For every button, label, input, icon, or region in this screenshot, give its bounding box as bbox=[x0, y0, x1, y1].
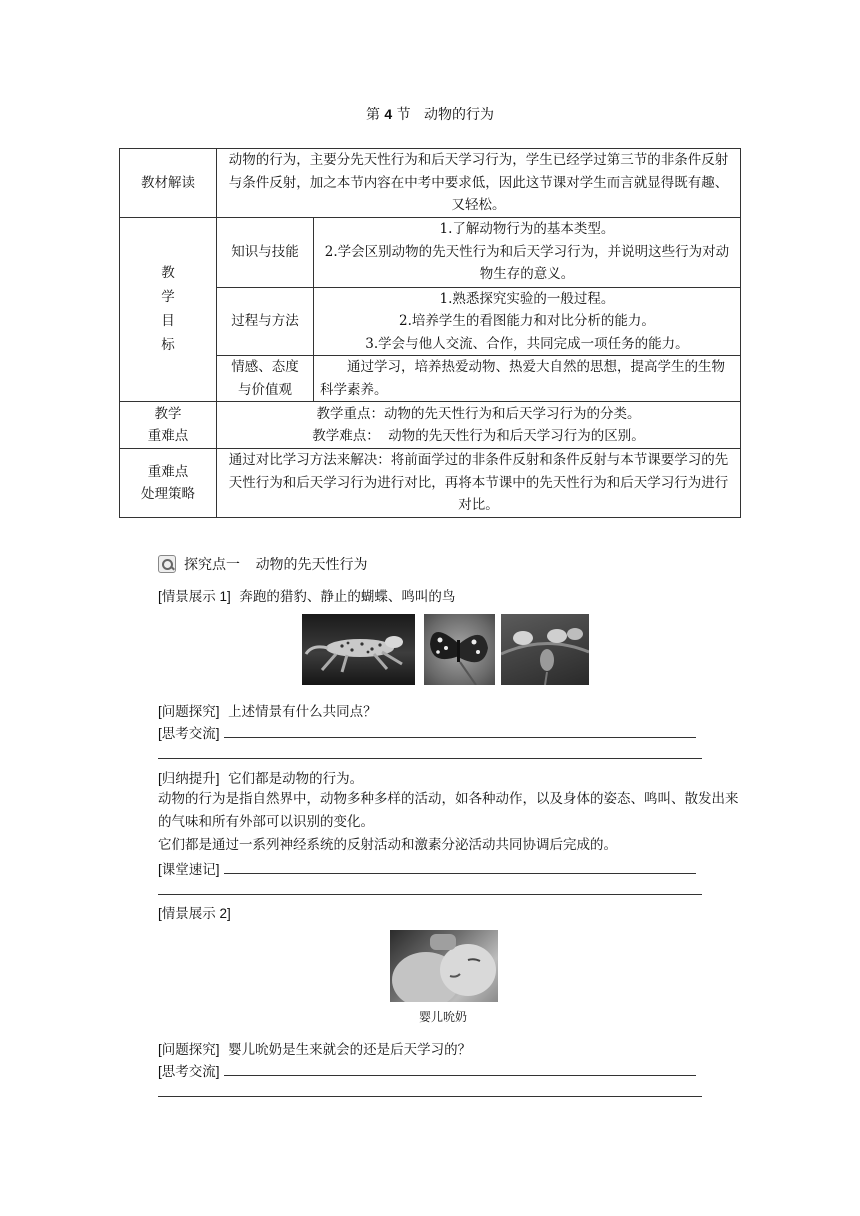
goal-label-attitude: 情感、态度 与价值观 bbox=[217, 356, 314, 402]
row-label-strategy: 重难点 处理策略 bbox=[120, 449, 217, 518]
answer-blank[interactable] bbox=[224, 725, 696, 738]
answer-blank-3[interactable] bbox=[224, 1063, 696, 1076]
scene2-line: [情景展示 2] bbox=[158, 906, 231, 921]
goal-label-process: 过程与方法 bbox=[217, 287, 314, 356]
q2-line: [问题探究] 婴儿吮奶是生来就会的还是后天学习的？ bbox=[158, 1042, 472, 1058]
notes-blank[interactable] bbox=[224, 861, 696, 874]
magnifier-icon bbox=[158, 555, 176, 573]
page-title: 第 4 节 动物的行为 bbox=[365, 106, 495, 123]
summary-line: [归纳提升] 它们都是动物的行为。 bbox=[158, 771, 364, 787]
mechanism-paragraph: 它们都是通过一系列神经系统的反射活动和激素分泌活动共同协调后完成的。 bbox=[158, 837, 617, 853]
butterfly-image bbox=[424, 614, 495, 685]
row-label-goals: 教 学 目 标 bbox=[120, 217, 217, 402]
think1-line: [思考交流] bbox=[158, 722, 696, 742]
baby-nursing-image bbox=[390, 930, 498, 1002]
cheetah-image bbox=[302, 614, 415, 685]
strategy: 通过对比学习方法来解决：将前面学过的非条件反射和条件反射与本节课要学习的先天性行为和后天学习行为进行对比，再将本节课中的先天性行为和后天学习行为进行对比。 bbox=[217, 449, 741, 518]
goal-label-knowledge: 知识与技能 bbox=[217, 217, 314, 287]
row-label-textbook: 教材解读 bbox=[120, 149, 217, 218]
q1-line: [问题探究] 上述情景有什么共同点？ bbox=[158, 704, 377, 720]
definition-paragraph: 动物的行为是指自然界中，动物多种多样的活动，如各种动作，以及身体的姿态、鸣叫、散发出来的气味和所有外部可以识别的变化。 bbox=[158, 791, 739, 830]
think2-line: [思考交流] bbox=[158, 1060, 696, 1080]
notes-blank-2[interactable] bbox=[158, 894, 702, 895]
textbook-analysis: 动物的行为，主要分先天性行为和后天学习行为，学生已经学过第三节的非条件反射与条件反射，加之本节内容在中考中要求低，因此这节课对学生而言就显得既有趣、又轻松。 bbox=[217, 149, 741, 218]
baby-caption: 婴儿吮奶 bbox=[419, 1010, 468, 1024]
answer-blank-2[interactable] bbox=[158, 758, 702, 759]
goal-knowledge: 1.了解动物行为的基本类型。 2.学会区别动物的先天性行为和后天学习行为，并说明这些行为对动物生存的意义。 bbox=[314, 217, 741, 287]
section-heading: 探究点一 动物的先天性行为 bbox=[158, 554, 368, 574]
key-points: 教学重点：动物的先天性行为和后天学习行为的分类。 教学难点： 动物的先天性行为和后天学习行为的区别。 bbox=[217, 402, 741, 449]
lesson-plan-table bbox=[119, 148, 741, 518]
birds-image bbox=[501, 614, 589, 685]
notes-line: [课堂速记] bbox=[158, 858, 696, 878]
scene1-line: [情景展示 1] 奔跑的猎豹、静止的蝴蝶、鸣叫的鸟 bbox=[158, 589, 456, 605]
row-label-key-points: 教学 重难点 bbox=[120, 402, 217, 449]
goal-attitude: 通过学习，培养热爱动物、热爱大自然的思想，提高学生的生物科学素养。 bbox=[314, 356, 741, 402]
answer-blank-4[interactable] bbox=[158, 1096, 702, 1097]
goal-process: 1.熟悉探究实验的一般过程。 2.培养学生的看图能力和对比分析的能力。 3.学会与他人交流、合作，共同完成一项任务的能力。 bbox=[314, 287, 741, 356]
